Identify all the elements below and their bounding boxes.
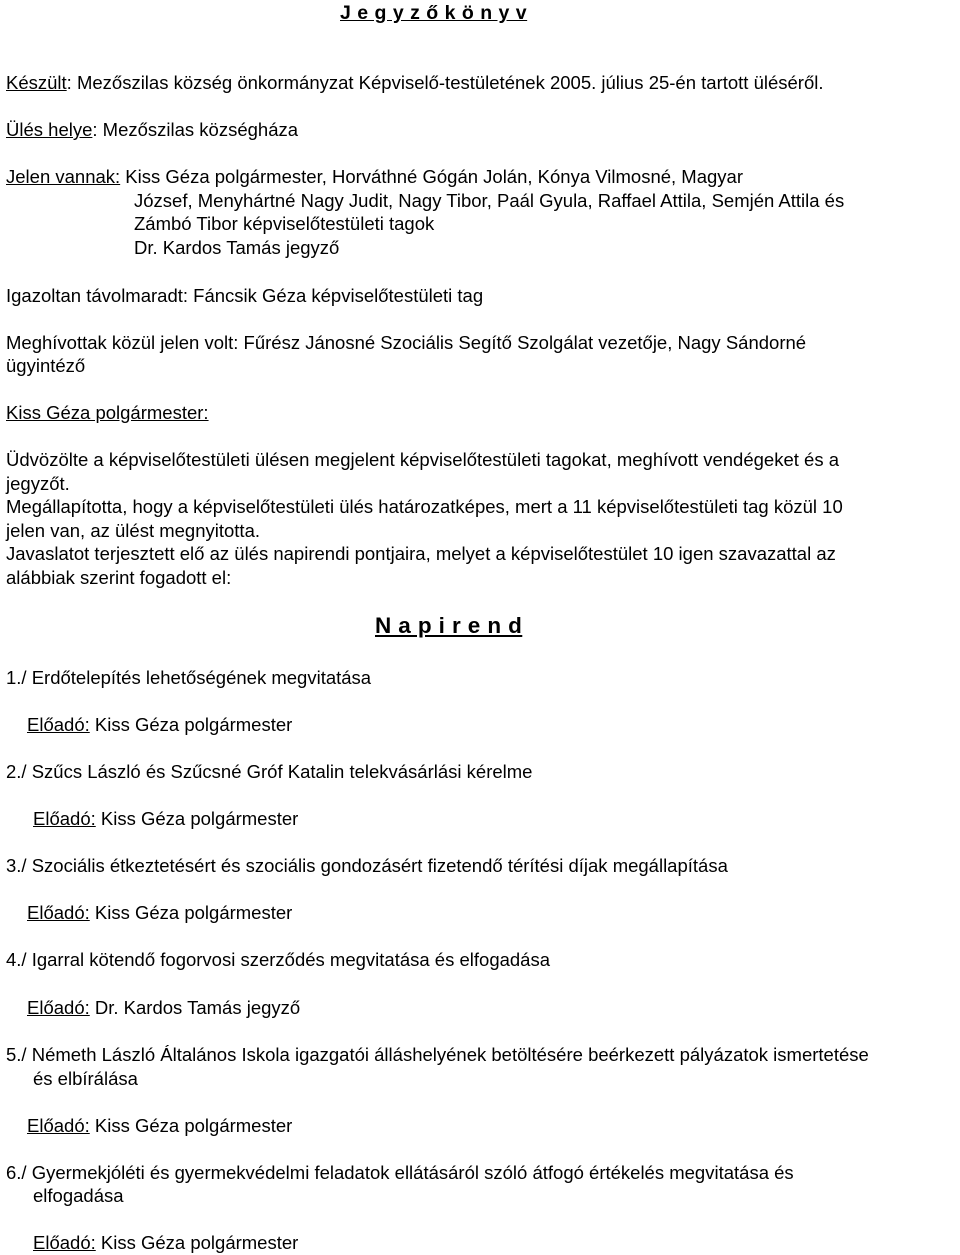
agenda-item-5: 5./ Németh László Általános Iskola igazgatói álláshelyének betöltésére beérkezett pályázatok ismertetése — [6, 1044, 869, 1065]
presenter-name: Dr. Kardos Tamás jegyző — [89, 997, 301, 1018]
ules-helye-text: : Mezőszilas községháza — [92, 119, 299, 140]
presenter-label: Előadó: — [27, 902, 90, 923]
agenda-item-5-presenter — [27, 1114, 292, 1138]
keszult-text: : Mezőszilas község önkormányzat Képviselő-testületének 2005. július 25-én tartott üléséről. — [66, 72, 824, 93]
speech-line-4: jelen van, az ülést megnyitotta. — [6, 520, 261, 541]
presenter-name: Kiss Géza polgármester — [95, 808, 299, 829]
speech-line-5: Javaslatot terjesztett elő az ülés napirendi pontjaira, melyet a képviselőtestület 10 igen szavazattal az — [6, 543, 836, 564]
ules-helye-line — [6, 118, 298, 142]
keszult-line — [6, 71, 824, 95]
meghivottak-line-2: ügyintéző — [6, 355, 86, 376]
agenda-item-5-cont: és elbírálása — [33, 1068, 138, 1089]
speech-line-6: alábbiak szerint fogadott el: — [6, 567, 232, 588]
speaker-label: Kiss Géza polgármester: — [6, 402, 209, 423]
presenter-name: Kiss Géza polgármester — [89, 714, 293, 735]
presenter-label: Előadó: — [27, 997, 90, 1018]
agenda-item-4-presenter — [27, 996, 300, 1020]
ules-helye-label: Ülés helye — [6, 119, 93, 140]
presenter-name: Kiss Géza polgármester — [89, 1115, 293, 1136]
agenda-item-6: 6./ Gyermekjóléti és gyermekvédelmi feladatok ellátásáról szóló átfogó értékelés megvitatása és — [6, 1162, 794, 1183]
agenda-item-2-presenter — [33, 807, 298, 831]
jelen-line-2: József, Menyhártné Nagy Judit, Nagy Tibor, Paál Gyula, Raffael Attila, Semjén Attila és — [134, 190, 845, 211]
agenda-item-3: 3./ Szociális étkeztetésért és szociális gondozásért fizetendő térítési díjak megállapítása — [6, 855, 728, 876]
agenda-item-2: 2./ Szűcs László és Szűcsné Gróf Katalin telekvásárlási kérelme — [6, 761, 533, 782]
agenda-item-1: 1./ Erdőtelepítés lehetőségének megvitatása — [6, 667, 372, 688]
jelen-line-4: Dr. Kardos Tamás jegyző — [134, 237, 340, 258]
jelen-text-1: Kiss Géza polgármester, Horváthné Gógán Jolán, Kónya Vilmosné, Magyar — [120, 166, 743, 187]
presenter-name: Kiss Géza polgármester — [95, 1232, 299, 1253]
agenda-item-4: 4./ Igarral kötendő fogorvosi szerződés megvitatása és elfogadása — [6, 949, 551, 970]
presenter-label: Előadó: — [33, 808, 96, 829]
jelen-label: Jelen vannak: — [6, 166, 121, 187]
tavolmaradt-line: Igazoltan távolmaradt: Fáncsik Géza képviselőtestületi tag — [6, 285, 484, 306]
agenda-item-1-presenter — [27, 713, 292, 737]
jelen-line-1 — [6, 165, 743, 189]
agenda-heading: N a p i r e n d — [375, 613, 523, 638]
document-title: J e g y z ő k ö n y v — [340, 2, 528, 24]
agenda-item-6-cont: elfogadása — [33, 1185, 124, 1206]
presenter-name: Kiss Géza polgármester — [89, 902, 293, 923]
presenter-label: Előadó: — [27, 1115, 90, 1136]
speech-line-2: jegyzőt. — [6, 473, 70, 494]
agenda-item-6-presenter — [33, 1231, 298, 1255]
keszult-label: Készült — [6, 72, 67, 93]
speech-line-1: Üdvözölte a képviselőtestületi ülésen megjelent képviselőtestületi tagokat, meghívott vendégeket és a — [6, 449, 839, 470]
agenda-item-3-presenter — [27, 901, 292, 925]
meghivottak-line-1: Meghívottak közül jelen volt: Fűrész Jánosné Szociális Segítő Szolgálat vezetője, Nagy Sándorné — [6, 332, 807, 353]
jelen-line-3: Zámbó Tibor képviselőtestületi tagok — [134, 213, 435, 234]
presenter-label: Előadó: — [33, 1232, 96, 1253]
presenter-label: Előadó: — [27, 714, 90, 735]
speech-line-3: Megállapította, hogy a képviselőtestületi ülés határozatképes, mert a 11 képviselőtestületi tag közül 10 — [6, 496, 843, 517]
